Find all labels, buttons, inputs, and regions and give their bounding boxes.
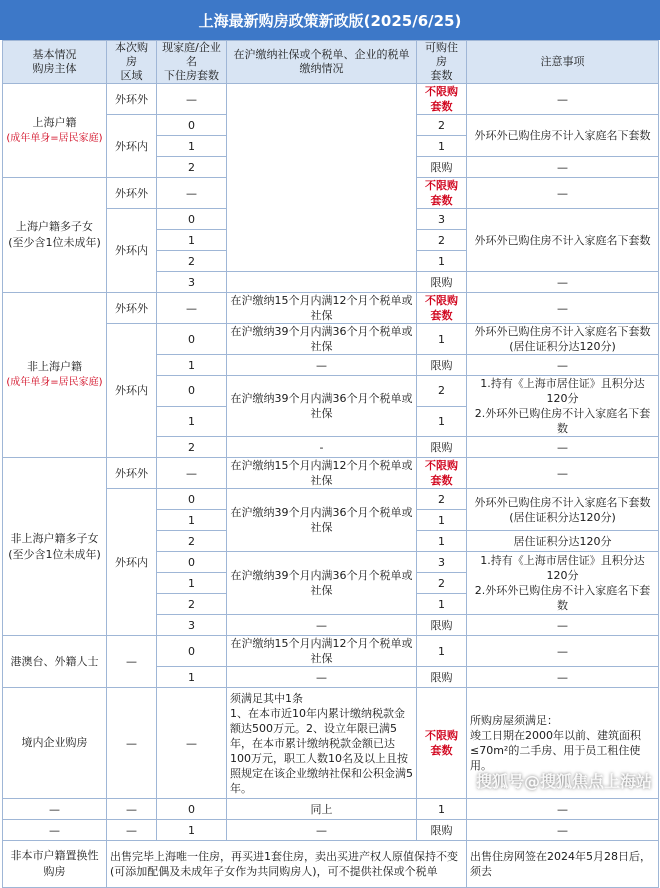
existing-cell: 1 — [157, 230, 227, 251]
header-existing: 现家庭/企业名 下住房套数 — [157, 41, 227, 84]
existing-cell: 3 — [157, 272, 227, 293]
existing-cell: 0 — [157, 552, 227, 573]
group-local — [3, 84, 107, 178]
tax-cell: — — [227, 615, 417, 636]
header-allowed: 可购住房 套数 — [417, 41, 467, 84]
existing-cell: — — [157, 458, 227, 489]
header-subject: 基本情况 购房主体 — [3, 41, 107, 84]
area-cell: — — [107, 688, 157, 799]
watermark: 搜狐号@搜狐焦点上海站 — [476, 769, 652, 792]
area-cell: 外环外 — [107, 178, 157, 209]
existing-cell: 1 — [157, 573, 227, 594]
existing-cell: 0 — [157, 376, 227, 407]
existing-cell: 1 — [157, 667, 227, 688]
allowed-cell: 1 — [417, 136, 467, 157]
note-cell: — — [467, 799, 659, 820]
table-row — [3, 84, 659, 115]
existing-cell: 1 — [157, 510, 227, 531]
existing-cell: — — [157, 178, 227, 209]
area-cell: 外环内 — [107, 489, 157, 636]
tax-cell: 在沪缴纳15个月内满12个月个税单或社保 — [227, 636, 417, 667]
tax-cell: — — [227, 667, 417, 688]
header-row — [3, 41, 659, 84]
existing-cell: — — [157, 688, 227, 799]
group-name: 上海户籍 — [33, 116, 77, 129]
allowed-cell: 不限购套数 — [417, 688, 467, 799]
area-cell: 外环内 — [107, 209, 157, 293]
table-row — [3, 636, 659, 667]
note-cell: — — [467, 157, 659, 178]
note-cell: 出售住房网签在2024年5月28日后，须去 — [467, 841, 659, 888]
allowed-cell: 限购 — [417, 157, 467, 178]
group-enterprise: 境内企业购房 — [3, 688, 107, 799]
note-cell: — — [467, 178, 659, 209]
allowed-cell: 2 — [417, 230, 467, 251]
existing-cell: 0 — [157, 115, 227, 136]
note-cell: — — [467, 667, 659, 688]
policy-table — [2, 40, 659, 888]
header-tax: 在沪缴纳社保或个税单、企业的税单缴纳情况 — [227, 41, 417, 84]
note-cell: 1.持有《上海市居住证》且积分达120分 2.外环外已购住房不计入家庭名下套数 — [467, 376, 659, 437]
existing-cell: 0 — [157, 209, 227, 230]
table-row — [3, 820, 659, 841]
table-row — [3, 293, 659, 324]
existing-cell: 0 — [157, 799, 227, 820]
group-sub: (成年单身=居民家庭) — [6, 131, 103, 147]
area-cell: 外环外 — [107, 84, 157, 115]
note-cell: 外环外已购住房不计入家庭名下套数(居住证积分达120分) — [467, 324, 659, 355]
group-enterprise-blank: — — [3, 799, 107, 820]
area-cell: 外环内 — [107, 324, 157, 458]
table-row — [3, 688, 659, 799]
existing-cell: — — [157, 84, 227, 115]
existing-cell: 0 — [157, 324, 227, 355]
group-local-kids: 上海户籍多子女 (至少含1位未成年) — [3, 178, 107, 293]
tax-cell — [227, 84, 417, 272]
tax-cell: — — [227, 820, 417, 841]
group-replace: 非本市户籍置换性购房 — [3, 841, 107, 888]
allowed-cell: 1 — [417, 531, 467, 552]
note-cell: 外环外已购住房不计入家庭名下套数 — [467, 115, 659, 157]
existing-cell: 2 — [157, 594, 227, 615]
existing-cell: 2 — [157, 437, 227, 458]
area-cell: 外环外 — [107, 293, 157, 324]
note-cell: — — [467, 458, 659, 489]
existing-cell: 1 — [157, 406, 227, 437]
note-cell: — — [467, 437, 659, 458]
tax-cell: - — [227, 437, 417, 458]
allowed-cell: 1 — [417, 799, 467, 820]
group-hmt: 港澳台、外籍人士 — [3, 636, 107, 688]
allowed-cell: 3 — [417, 552, 467, 573]
allowed-cell: 不限购套数 — [417, 178, 467, 209]
header-area: 本次购房 区域 — [107, 41, 157, 84]
allowed-cell: 1 — [417, 594, 467, 615]
header-notes: 注意事项 — [467, 41, 659, 84]
allowed-cell: 2 — [417, 489, 467, 510]
note-cell: 居住证积分达120分 — [467, 531, 659, 552]
existing-cell: 1 — [157, 136, 227, 157]
allowed-cell: 限购 — [417, 615, 467, 636]
group-nonlocal — [3, 293, 107, 458]
existing-cell: 2 — [157, 531, 227, 552]
allowed-cell: 限购 — [417, 667, 467, 688]
group-sub: (成年单身=居民家庭) — [6, 375, 103, 391]
note-cell: 1.持有《上海市居住证》且积分达120分 2.外环外已购住房不计入家庭名下套数 — [467, 552, 659, 615]
note-cell: — — [467, 615, 659, 636]
allowed-cell: 2 — [417, 376, 467, 407]
existing-cell: 3 — [157, 615, 227, 636]
group-enterprise-blank: — — [3, 820, 107, 841]
note-cell: — — [467, 84, 659, 115]
note-cell: — — [467, 293, 659, 324]
allowed-cell: 不限购套数 — [417, 458, 467, 489]
allowed-cell: 限购 — [417, 820, 467, 841]
table-row — [3, 841, 659, 888]
allowed-cell: 不限购套数 — [417, 84, 467, 115]
group-name: 非上海户籍 — [27, 360, 82, 373]
allowed-cell: 1 — [417, 510, 467, 531]
existing-cell: 2 — [157, 157, 227, 178]
table-row — [3, 799, 659, 820]
tax-cell: — — [227, 355, 417, 376]
tax-cell: 须满足其中1条 1、在本市近10年内累计缴纳税款金额达500万元。2、设立年限已满5年，在本市累计缴纳税款金额已达100万元，职工人数10名及以上且按照规定在该企业缴纳社保和公积金满5年。 — [227, 688, 417, 799]
allowed-cell: 2 — [417, 115, 467, 136]
page-title: 上海最新购房政策新政版(2025/6/25) — [0, 0, 660, 40]
tax-cell: 在沪缴纳39个月内满36个月个税单或社保 — [227, 489, 417, 552]
tax-cell: 在沪缴纳15个月内满12个月个税单或社保 — [227, 458, 417, 489]
area-cell: 外环内 — [107, 115, 157, 178]
tax-cell: 在沪缴纳39个月内满36个月个税单或社保 — [227, 376, 417, 437]
area-cell: — — [107, 636, 157, 688]
existing-cell: 2 — [157, 251, 227, 272]
allowed-cell: 不限购套数 — [417, 293, 467, 324]
existing-cell: 0 — [157, 489, 227, 510]
note-cell: 所购房屋须满足： 竣工日期在2000年以前、建筑面积≤70m²的二手房、用于员工租住使用。 — [467, 688, 659, 799]
area-cell: — — [107, 820, 157, 841]
area-cell: — — [107, 799, 157, 820]
allowed-cell: 限购 — [417, 272, 467, 293]
allowed-cell: 1 — [417, 636, 467, 667]
tax-cell — [227, 272, 417, 293]
note-cell: 外环外已购住房不计入家庭名下套数(居住证积分达120分) — [467, 489, 659, 531]
group-nonlocal-kids: 非上海户籍多子女 (至少含1位未成年) — [3, 458, 107, 636]
allowed-cell: 限购 — [417, 437, 467, 458]
note-cell: — — [467, 636, 659, 667]
note-cell: 外环外已购住房不计入家庭名下套数 — [467, 209, 659, 272]
tax-cell: 在沪缴纳15个月内满12个月个税单或社保 — [227, 293, 417, 324]
tax-cell: 在沪缴纳39个月内满36个月个税单或社保 — [227, 324, 417, 355]
allowed-cell: 2 — [417, 573, 467, 594]
allowed-cell: 1 — [417, 406, 467, 437]
table-row — [3, 458, 659, 489]
tax-cell: 在沪缴纳39个月内满36个月个税单或社保 — [227, 552, 417, 615]
existing-cell: — — [157, 293, 227, 324]
note-cell: — — [467, 355, 659, 376]
allowed-cell: 3 — [417, 209, 467, 230]
allowed-cell: 1 — [417, 251, 467, 272]
note-cell: — — [467, 272, 659, 293]
replace-text: 出售完毕上海唯一住房，再买进1套住房，卖出买进产权人原值保持不变(可添加配偶及未成年子女作为共同购房人)，可不提供社保或个税单 — [107, 841, 467, 888]
allowed-cell: 限购 — [417, 355, 467, 376]
existing-cell: 1 — [157, 355, 227, 376]
existing-cell: 1 — [157, 820, 227, 841]
note-cell: — — [467, 820, 659, 841]
allowed-cell: 1 — [417, 324, 467, 355]
area-cell: 外环外 — [107, 458, 157, 489]
existing-cell: 0 — [157, 636, 227, 667]
tax-cell: 同上 — [227, 799, 417, 820]
